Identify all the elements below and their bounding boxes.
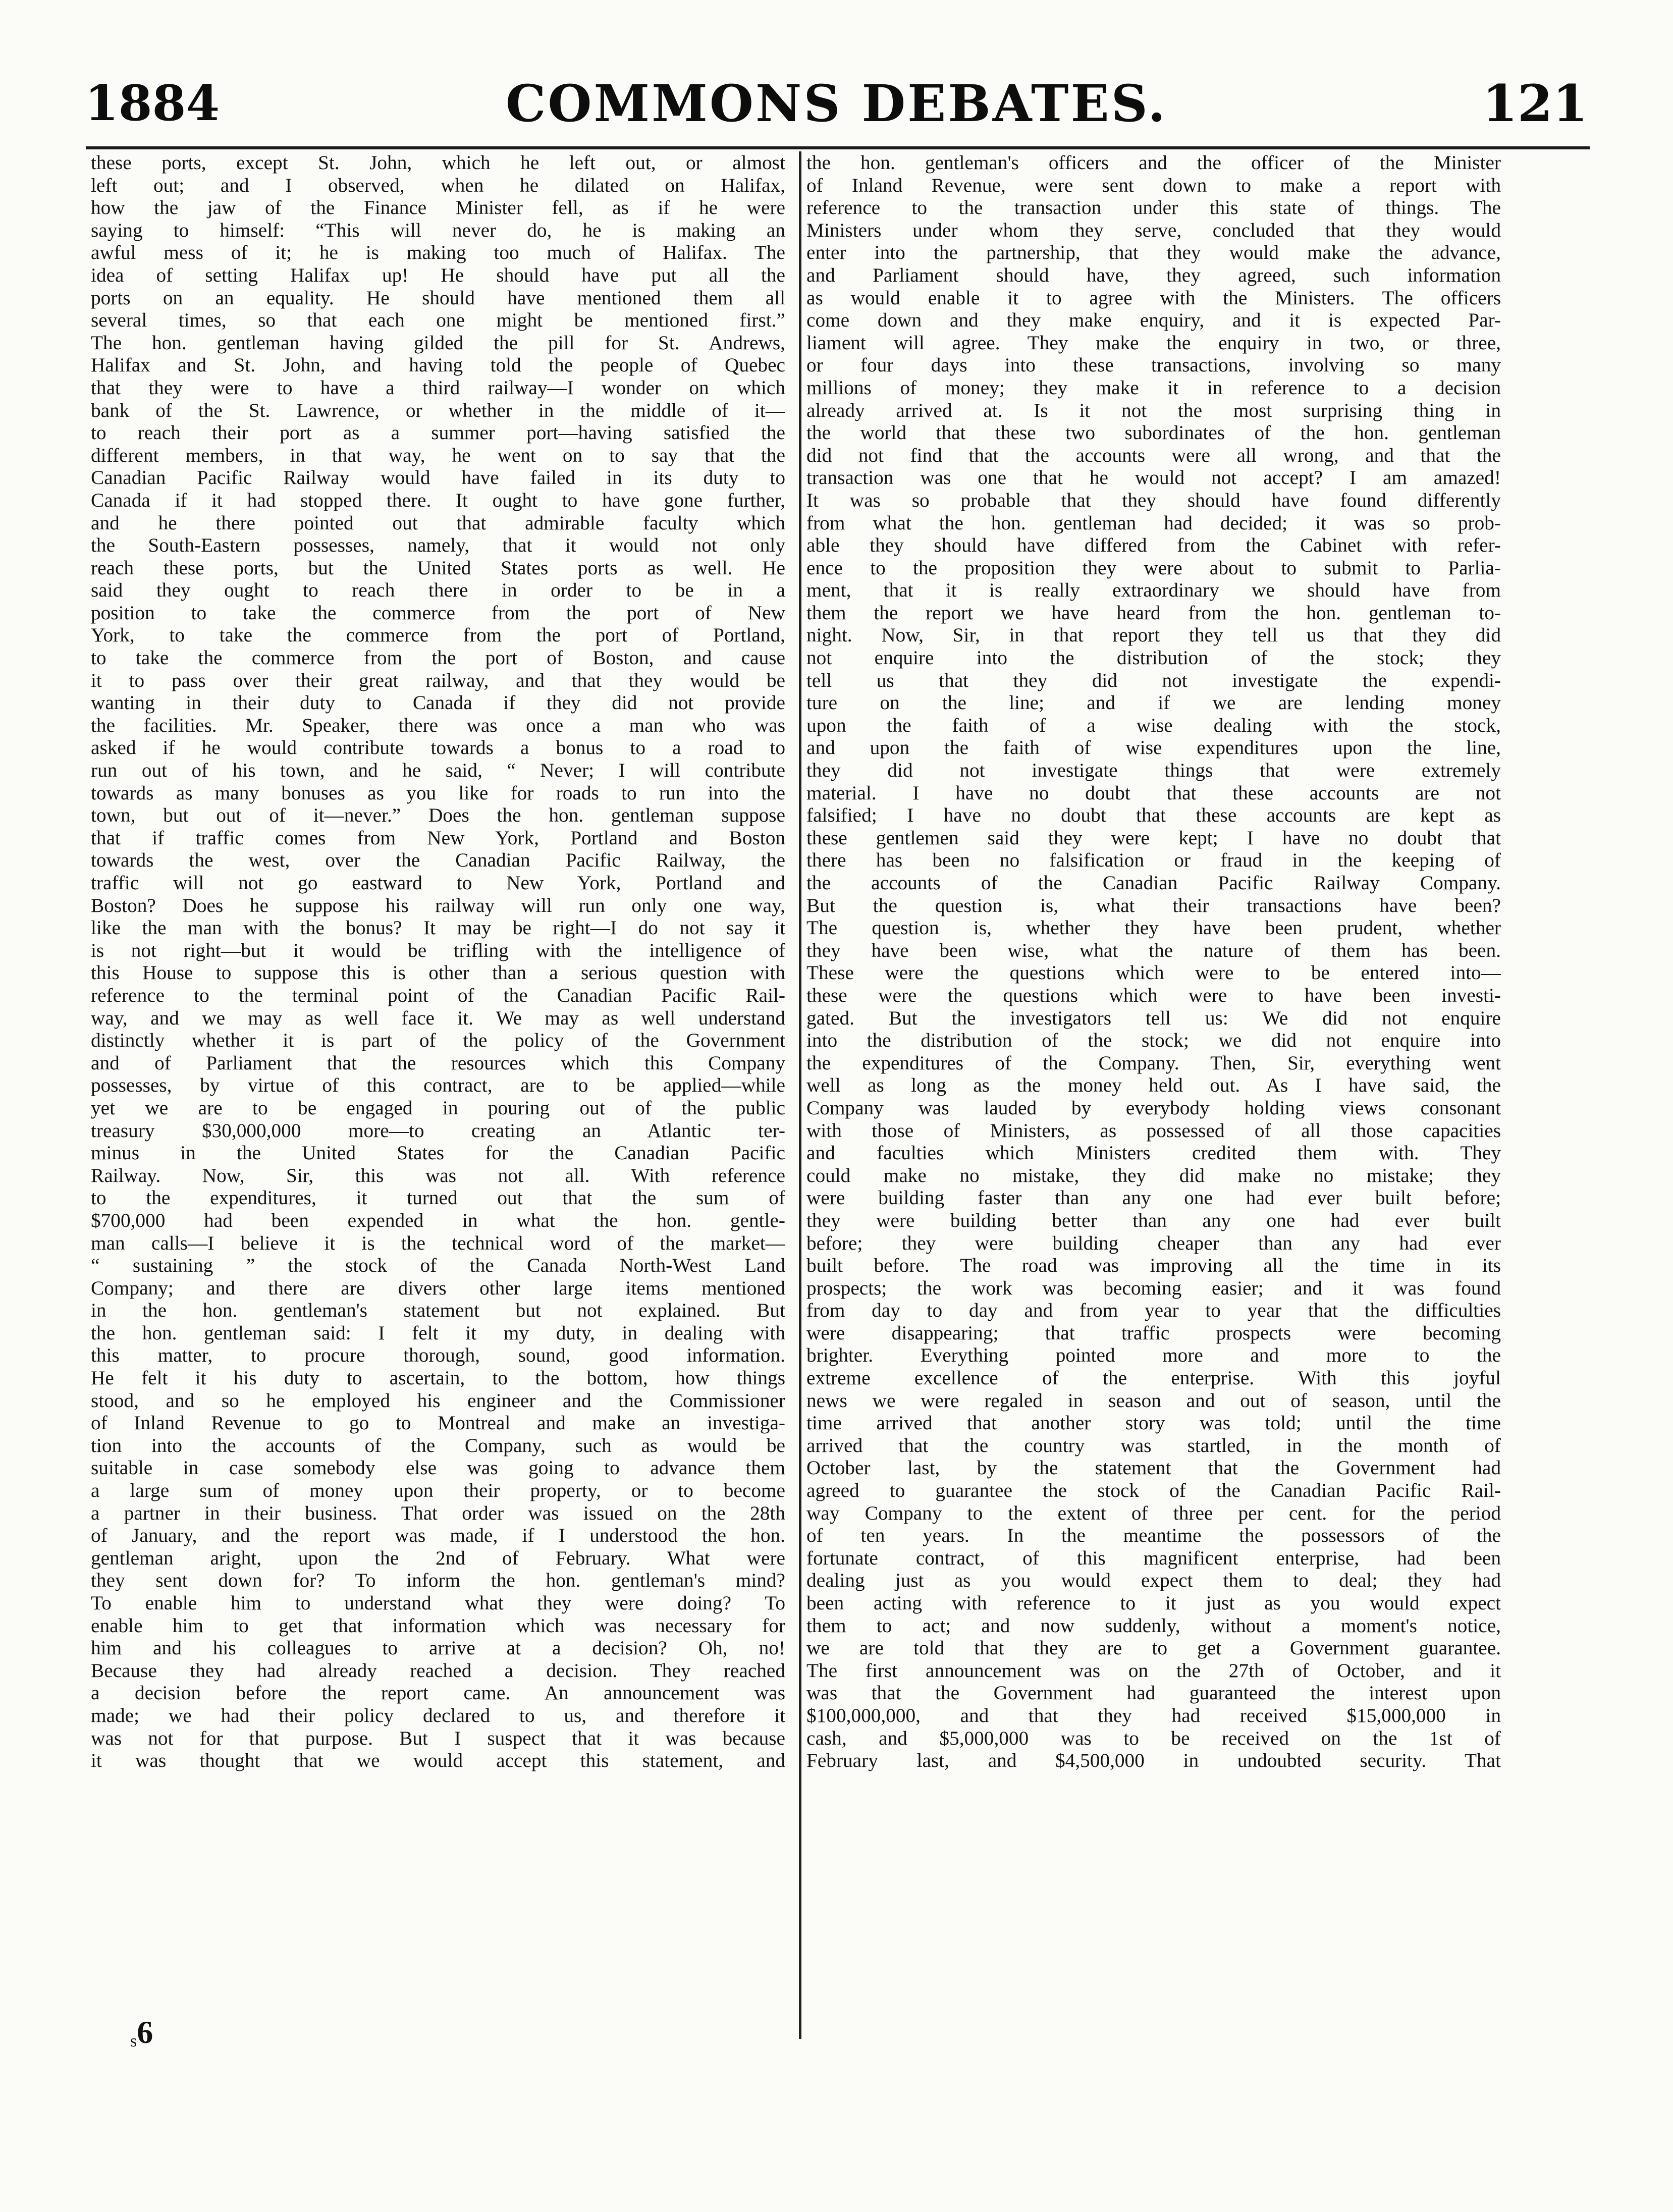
- text-line: several times, so that each one might be mentioned first.”: [91, 309, 785, 332]
- text-line: The hon. gentleman having gilded the pill for St. Andrews,: [91, 331, 785, 354]
- text-line: it was thought that we would accept this statement, and: [91, 1749, 785, 1772]
- text-line: $700,000 had been expended in what the hon. gentle-: [91, 1209, 785, 1231]
- text-line: asked if he would contribute towards a bonus to a road to: [91, 736, 785, 759]
- text-line: a partner in their business. That order was issued on the 28th: [91, 1501, 785, 1524]
- text-line: saying to himself: “This will never do, he is making an: [91, 219, 785, 241]
- text-line: these were the questions which were to have been investi-: [806, 984, 1501, 1006]
- text-line: stood, and so he employed his engineer and the Commissioner: [91, 1389, 785, 1412]
- text-line: did not find that the accounts were all wrong, and that the: [806, 444, 1501, 466]
- text-line: like the man with the bonus? It may be right—I do not say it: [91, 916, 785, 939]
- text-line: ture on the line; and if we are lending money: [806, 691, 1501, 714]
- text-line: already arrived at. Is it not the most surprising thing in: [806, 399, 1501, 421]
- text-line: a large sum of money upon their property, or to become: [91, 1479, 785, 1502]
- text-line: and Parliament should have, they agreed, such information: [806, 263, 1501, 286]
- text-line: him and his colleagues to arrive at a decision? Oh, no!: [91, 1637, 785, 1659]
- text-line: to the expenditures, it turned out that the sum of: [91, 1186, 785, 1209]
- text-line: in the hon. gentleman's statement but not explained. But: [91, 1299, 785, 1322]
- text-line: to reach their port as a summer port—having satisfied the: [91, 421, 785, 444]
- text-line: wanting in their duty to Canada if they did not provide: [91, 691, 785, 714]
- text-line: were building faster than any one had ever built before;: [806, 1186, 1501, 1209]
- text-line: millions of money; they make it in reference to a decision: [806, 376, 1501, 399]
- text-line: is not right—but it would be trifling with the intelligence of: [91, 939, 785, 961]
- text-line: treasury $30,000,000 more—to creating an Atlantic ter-: [91, 1119, 785, 1142]
- text-line: from day to day and from year to year that the difficulties: [806, 1299, 1501, 1322]
- text-line: Ministers under whom they serve, concluded that they would: [806, 219, 1501, 241]
- text-line: tell us that they did not investigate the expendi-: [806, 669, 1501, 691]
- text-line: time arrived that another story was told; until the time: [806, 1412, 1501, 1434]
- text-line: from what the hon. gentleman had decided; it was so prob-: [806, 511, 1501, 534]
- text-line: He felt it his duty to ascertain, to the bottom, how things: [91, 1367, 785, 1389]
- text-line: position to take the commerce from the port of New: [91, 601, 785, 624]
- text-line: reach these ports, but the United States ports as well. He: [91, 556, 785, 579]
- text-line: or four days into these transactions, involving so many: [806, 354, 1501, 376]
- text-line: distinctly whether it is part of the policy of the Government: [91, 1029, 785, 1052]
- text-line: and upon the faith of wise expenditures upon the line,: [806, 736, 1501, 759]
- text-line: they sent down for? To inform the hon. gentleman's mind?: [91, 1569, 785, 1592]
- text-line: and faculties which Ministers credited them with. They: [806, 1142, 1501, 1164]
- text-line: ment, that it is really extraordinary we should have from: [806, 579, 1501, 602]
- left-column: [91, 151, 785, 2019]
- text-line: The first announcement was on the 27th of October, and it: [806, 1659, 1501, 1682]
- text-line: this matter, to procure thorough, sound, good information.: [91, 1344, 785, 1367]
- text-line: yet we are to be engaged in pouring out of the public: [91, 1096, 785, 1119]
- text-line: to take the commerce from the port of Boston, and cause: [91, 646, 785, 669]
- text-line: traffic will not go eastward to New York, Portland and: [91, 872, 785, 894]
- text-line: bank of the St. Lawrence, or whether in the middle of it—: [91, 399, 785, 421]
- text-line: towards the west, over the Canadian Pacific Railway, the: [91, 849, 785, 872]
- text-line: upon the faith of a wise dealing with the stock,: [806, 714, 1501, 736]
- text-line: town, but out of it—never.” Does the hon. gentleman suppose: [91, 804, 785, 827]
- text-line: said they ought to reach there in order to be in a: [91, 579, 785, 602]
- text-line: the facilities. Mr. Speaker, there was once a man who was: [91, 714, 785, 736]
- text-line: that they were to have a third railway—I wonder on which: [91, 376, 785, 399]
- text-line: this House to suppose this is other than a serious question with: [91, 961, 785, 984]
- text-line: enable him to get that information which was necessary for: [91, 1614, 785, 1637]
- text-line: liament will agree. They make the enquiry in two, or three,: [806, 331, 1501, 354]
- text-line: minus in the United States for the Canadian Pacific: [91, 1142, 785, 1164]
- text-line: as would enable it to agree with the Ministers. The officers: [806, 286, 1501, 309]
- text-line: To enable him to understand what they were doing? To: [91, 1592, 785, 1614]
- text-line: $100,000,000, and that they had received $15,000,000 in: [806, 1704, 1501, 1727]
- text-line: gated. But the investigators tell us: We did not enquire: [806, 1006, 1501, 1029]
- text-line: transaction was one that he would not accept? I am amazed!: [806, 466, 1501, 489]
- text-line: suitable in case somebody else was going to advance them: [91, 1456, 785, 1479]
- text-line: news we were regaled in season and out of season, until the: [806, 1389, 1501, 1412]
- text-line: brighter. Everything pointed more and more to the: [806, 1344, 1501, 1367]
- text-line: these ports, except St. John, which he left out, or almost: [91, 151, 785, 174]
- right-column: [806, 151, 1501, 2019]
- text-line: the hon. gentleman's officers and the officer of the Minister: [806, 151, 1501, 174]
- text-line: come down and they make enquiry, and it is expected Par-: [806, 309, 1501, 332]
- text-line: it to pass over their great railway, and that they would be: [91, 669, 785, 691]
- text-line: prospects; the work was becoming easier; and it was found: [806, 1276, 1501, 1299]
- text-line: of ten years. In the meantime the possessors of the: [806, 1524, 1501, 1547]
- text-line: cash, and $5,000,000 was to be received on the 1st of: [806, 1727, 1501, 1749]
- page-number: 121: [1482, 74, 1588, 133]
- text-line: falsified; I have no doubt that these accounts are kept as: [806, 804, 1501, 827]
- text-line: These were the questions which were to be entered into—: [806, 961, 1501, 984]
- text-line: Because they had already reached a decision. They reached: [91, 1659, 785, 1682]
- text-line: them to act; and now suddenly, without a moment's notice,: [806, 1614, 1501, 1637]
- text-line: of Inland Revenue, were sent down to make a report with: [806, 174, 1501, 196]
- text-line: well as long as the money held out. As I have said, the: [806, 1074, 1501, 1097]
- text-line: possesses, by virtue of this contract, are to be applied—while: [91, 1074, 785, 1097]
- signature-number: 6: [137, 2014, 153, 2050]
- text-line: they did not investigate things that were extremely: [806, 759, 1501, 782]
- text-line: was that the Government had guaranteed the interest upon: [806, 1682, 1501, 1704]
- text-line: arrived that the country was startled, in the month of: [806, 1434, 1501, 1456]
- text-line: the expenditures of the Company. Then, Sir, everything went: [806, 1051, 1501, 1074]
- text-line: a decision before the report came. An announcement was: [91, 1682, 785, 1704]
- text-line: different members, in that way, he went on to say that the: [91, 444, 785, 466]
- text-line: Company; and there are divers other large items mentioned: [91, 1276, 785, 1299]
- text-line: The question is, whether they have been prudent, whether: [806, 916, 1501, 939]
- text-line: tion into the accounts of the Company, such as would be: [91, 1434, 785, 1456]
- text-line: there has been no falsification or fraud in the keeping of: [806, 849, 1501, 872]
- text-line: way Company to the extent of three per cent. for the period: [806, 1501, 1501, 1524]
- column-divider: [799, 151, 801, 2039]
- text-line: extreme excellence of the enterprise. With this joyful: [806, 1367, 1501, 1389]
- text-line: Boston? Does he suppose his railway will run only one way,: [91, 894, 785, 916]
- text-line: we are told that they are to get a Government guarantee.: [806, 1637, 1501, 1659]
- text-line: Canadian Pacific Railway would have failed in its duty to: [91, 466, 785, 489]
- text-line: “ sustaining ” the stock of the Canada North-West Land: [91, 1254, 785, 1277]
- text-line: ports on an equality. He should have mentioned them all: [91, 286, 785, 309]
- text-line: run out of his town, and he said, “ Never; I will contribute: [91, 759, 785, 782]
- text-line: not enquire into the distribution of the stock; they: [806, 646, 1501, 669]
- text-line: into the distribution of the stock; we did not enquire into: [806, 1029, 1501, 1052]
- text-line: idea of setting Halifax up! He should have put all the: [91, 263, 785, 286]
- text-line: reference to the terminal point of the Canadian Pacific Rail-: [91, 984, 785, 1006]
- text-line: them the report we have heard from the hon. gentleman to-: [806, 601, 1501, 624]
- text-line: built before. The road was improving all the time in its: [806, 1254, 1501, 1277]
- text-line: left out; and I observed, when he dilated on Halifax,: [91, 174, 785, 196]
- text-line: reference to the transaction under this state of things. The: [806, 196, 1501, 219]
- text-line: the accounts of the Canadian Pacific Railway Company.: [806, 872, 1501, 894]
- text-line: the world that these two subordinates of the hon. gentleman: [806, 421, 1501, 444]
- text-line: way, and we may as well face it. We may as well understand: [91, 1006, 785, 1029]
- text-line: of Inland Revenue to go to Montreal and make an investiga-: [91, 1412, 785, 1434]
- text-line: how the jaw of the Finance Minister fell, as if he were: [91, 196, 785, 219]
- text-line: was not for that purpose. But I suspect that it was because: [91, 1727, 785, 1749]
- text-line: could make no mistake, they did make no mistake; they: [806, 1164, 1501, 1186]
- text-line: these gentlemen said they were kept; I have no doubt that: [806, 826, 1501, 849]
- text-line: awful mess of it; he is making too much of Halifax. The: [91, 241, 785, 264]
- text-line: dealing just as you would expect them to deal; they had: [806, 1569, 1501, 1592]
- text-line: February last, and $4,500,000 in undoubted security. That: [806, 1749, 1501, 1772]
- running-title: COMMONS DEBATES.: [505, 74, 1168, 133]
- text-line: they were building better than any one had ever built: [806, 1209, 1501, 1231]
- text-line: towards as many bonuses as you like for roads to run into the: [91, 781, 785, 804]
- text-line: gentleman aright, upon the 2nd of February. What were: [91, 1546, 785, 1569]
- text-line: October last, by the statement that the Government had: [806, 1456, 1501, 1479]
- text-line: Halifax and St. John, and having told the people of Quebec: [91, 354, 785, 376]
- text-line: agreed to guarantee the stock of the Canadian Pacific Rail-: [806, 1479, 1501, 1502]
- text-line: It was so probable that they should have found differently: [806, 489, 1501, 511]
- text-line: man calls—I believe it is the technical word of the market—: [91, 1231, 785, 1254]
- text-line: that if traffic comes from New York, Portland and Boston: [91, 826, 785, 849]
- text-line: able they should have differed from the Cabinet with refer-: [806, 534, 1501, 557]
- text-line: they have been wise, what the nature of them has been.: [806, 939, 1501, 961]
- text-line: of January, and the report was made, if I understood the hon.: [91, 1524, 785, 1547]
- signature-mark: [130, 2014, 153, 2051]
- text-line: fortunate contract, of this magnificent enterprise, had been: [806, 1546, 1501, 1569]
- text-line: Company was lauded by everybody holding views consonant: [806, 1096, 1501, 1119]
- text-line: and of Parliament that the resources which this Company: [91, 1051, 785, 1074]
- text-line: and he there pointed out that admirable faculty which: [91, 511, 785, 534]
- text-line: Railway. Now, Sir, this was not all. With reference: [91, 1164, 785, 1186]
- header-year: 1884: [85, 75, 220, 132]
- text-line: York, to take the commerce from the port of Portland,: [91, 624, 785, 646]
- signature-letter: s: [130, 2032, 137, 2051]
- text-line: But the question is, what their transactions have been?: [806, 894, 1501, 916]
- text-line: before; they were building cheaper than any had ever: [806, 1231, 1501, 1254]
- text-line: material. I have no doubt that these accounts are not: [806, 781, 1501, 804]
- text-line: were disappearing; that traffic prospects were becoming: [806, 1321, 1501, 1344]
- text-line: enter into the partnership, that they would make the advance,: [806, 241, 1501, 264]
- text-line: night. Now, Sir, in that report they tell us that they did: [806, 624, 1501, 646]
- text-line: the hon. gentleman said: I felt it my duty, in dealing with: [91, 1321, 785, 1344]
- text-line: the South-Eastern possesses, namely, that it would not only: [91, 534, 785, 557]
- text-line: with those of Ministers, as possessed of all those capacities: [806, 1119, 1501, 1142]
- text-line: been acting with reference to it just as you would expect: [806, 1592, 1501, 1614]
- text-line: made; we had their policy declared to us, and therefore it: [91, 1704, 785, 1727]
- text-line: Canada if it had stopped there. It ought to have gone further,: [91, 489, 785, 511]
- header-rule: [86, 146, 1590, 149]
- text-line: ence to the proposition they were about to submit to Parlia-: [806, 556, 1501, 579]
